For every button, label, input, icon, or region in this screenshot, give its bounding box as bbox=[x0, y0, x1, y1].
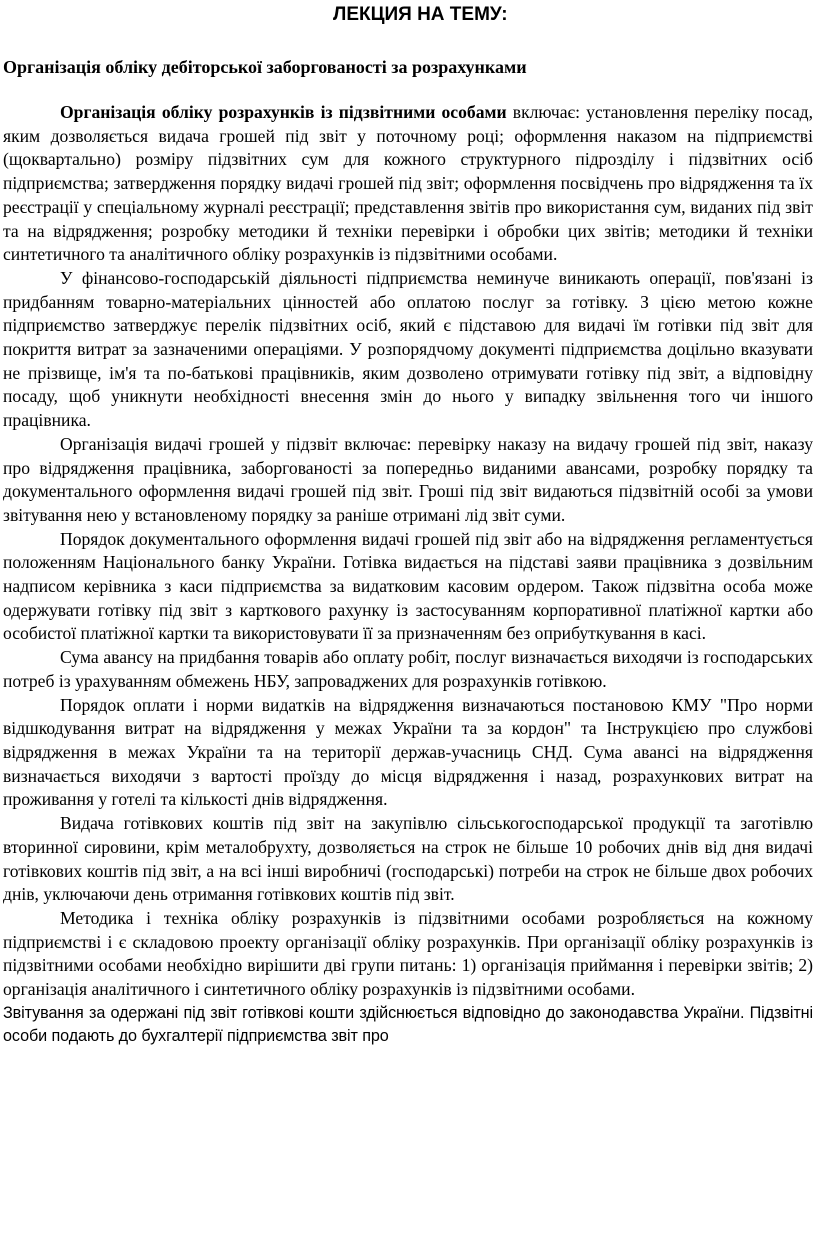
paragraph-7: Видача готівкових коштів під звіт на закупівлю сільськогосподарської продукції та заготівлю вторинної сировини, крім металобрухту, дозволяється на строк не більше 10 робочих днів від дня видачі готівкових коштів під звіт, а на всі інші виробничі (господарські) потреби на строк не більше двох робочих днів, уключаючи день отримання готівкових коштів під звіт. bbox=[3, 813, 813, 905]
topic-heading: Організація обліку дебіторської заборгованості за розрахунками bbox=[3, 57, 527, 77]
paragraph-2: У фінансово-господарській діяльності підприємства неминуче виникають операції, пов'язані із придбанням товарно-матеріальних цінностей або оплатою послуг за готівку. З цією метою кожне підприємство затверджує перелік підзвітних осіб, який є підставою для видачі їм готівки під звіт для покриття витрат за зазначеними операціями. У розпорядчому документі підприємства доцільно вказувати не прізвище, ім'я та по-батькові працівників, яким дозволено отримувати готівку під звіт, а відповідну посаду, щоб уникнути необхідності внесення змін до нього у випадку звільнення того чи іншого працівника. bbox=[3, 267, 813, 431]
paragraph-1-text: включає: установлення переліку посад, яким дозволяється видача грошей під звіт у поточному році; оформлення наказом на підприємстві (щоквартально) розміру підзвітних сум для кожного структурного підрозділу і підзвітних осіб підприємства; затвердження порядку видачі грошей під звіт; оформлення посвідчень про відрядження та їх реєстрації у спеціальному журналі реєстрації; представлення звітів про використання сум, виданих під звіт та на відрядження; розробку методики й техніки перевірки і обробки цих звітів; методики й техніки синтетичного та аналітичного обліку розрахунків із підзвітними особами. bbox=[3, 102, 813, 265]
paragraph-8: Методика і техніка обліку розрахунків із підзвітними особами розробляється на кожному підприємстві і є складовою проекту організації обліку розрахунків. При організації обліку розрахунків із підзвітними особами необхідно вирішити дві групи питань: 1) організація приймання і перевірки звітів; 2) організація аналітичного і синтетичного обліку розрахунків із підзвітними особами. bbox=[3, 907, 813, 1000]
lecture-title: ЛЕКЦИЯ НА ТЕМУ: bbox=[333, 4, 508, 25]
paragraph-3: Організація видачі грошей у підзвіт включає: перевірку наказу на видачу грошей під звіт, наказу про відрядження працівника, заборгованості за попередньо виданими авансами, розробку порядку та документального оформлення видачі грошей під звіт. Гроші під звіт видаються підзвітній особі за умови звітування нею у встановленому порядку за раніше отримані лід звіт суми. bbox=[3, 433, 813, 525]
document-body bbox=[3, 101, 813, 1049]
paragraph-6: Порядок оплати і норми видатків на відрядження визначаються постановою КМУ "Про норми відшкодування витрат на відрядження у межах України та за кордон" та Інструкцією про службові відрядження в межах України та на території держав-учасниць СНД. Сума авансі на відрядження визначається виходячи з вартості проїзду до місця відрядження і назад, розрахункових витрат на проживання у готелі та кількості днів відрядження. bbox=[3, 694, 813, 810]
paragraph-1-lead: Організація обліку розрахунків із підзвітними особами bbox=[60, 102, 507, 122]
paragraph-1 bbox=[3, 101, 813, 267]
paragraph-4: Порядок документального оформлення видачі грошей під звіт або на відрядження регламентується положенням Національного банку України. Готівка видається на підставі заяви працівника з дозвільним надписом керівника з каси підприємства за видатковим касовим ордером. Також підзвітна особа може одержувати готівку під звіт з карткового рахунку із застосуванням корпоративної платіжної картки або особистої платіжної картки та використовувати її за призначенням без оприбуткування в касі. bbox=[3, 528, 813, 644]
paragraph-9: Звітування за одержані під звіт готівкові кошти здійснюється відповідно до законодавства України. Підзвітні особи подають до бухгалтерії підприємства звіт про bbox=[3, 1003, 813, 1046]
paragraph-5: Сума авансу на придбання товарів або оплату робіт, послуг визначається виходячи із господарських потреб із урахуванням обмежень НБУ, запроваджених для розрахунків готівкою. bbox=[3, 647, 813, 691]
